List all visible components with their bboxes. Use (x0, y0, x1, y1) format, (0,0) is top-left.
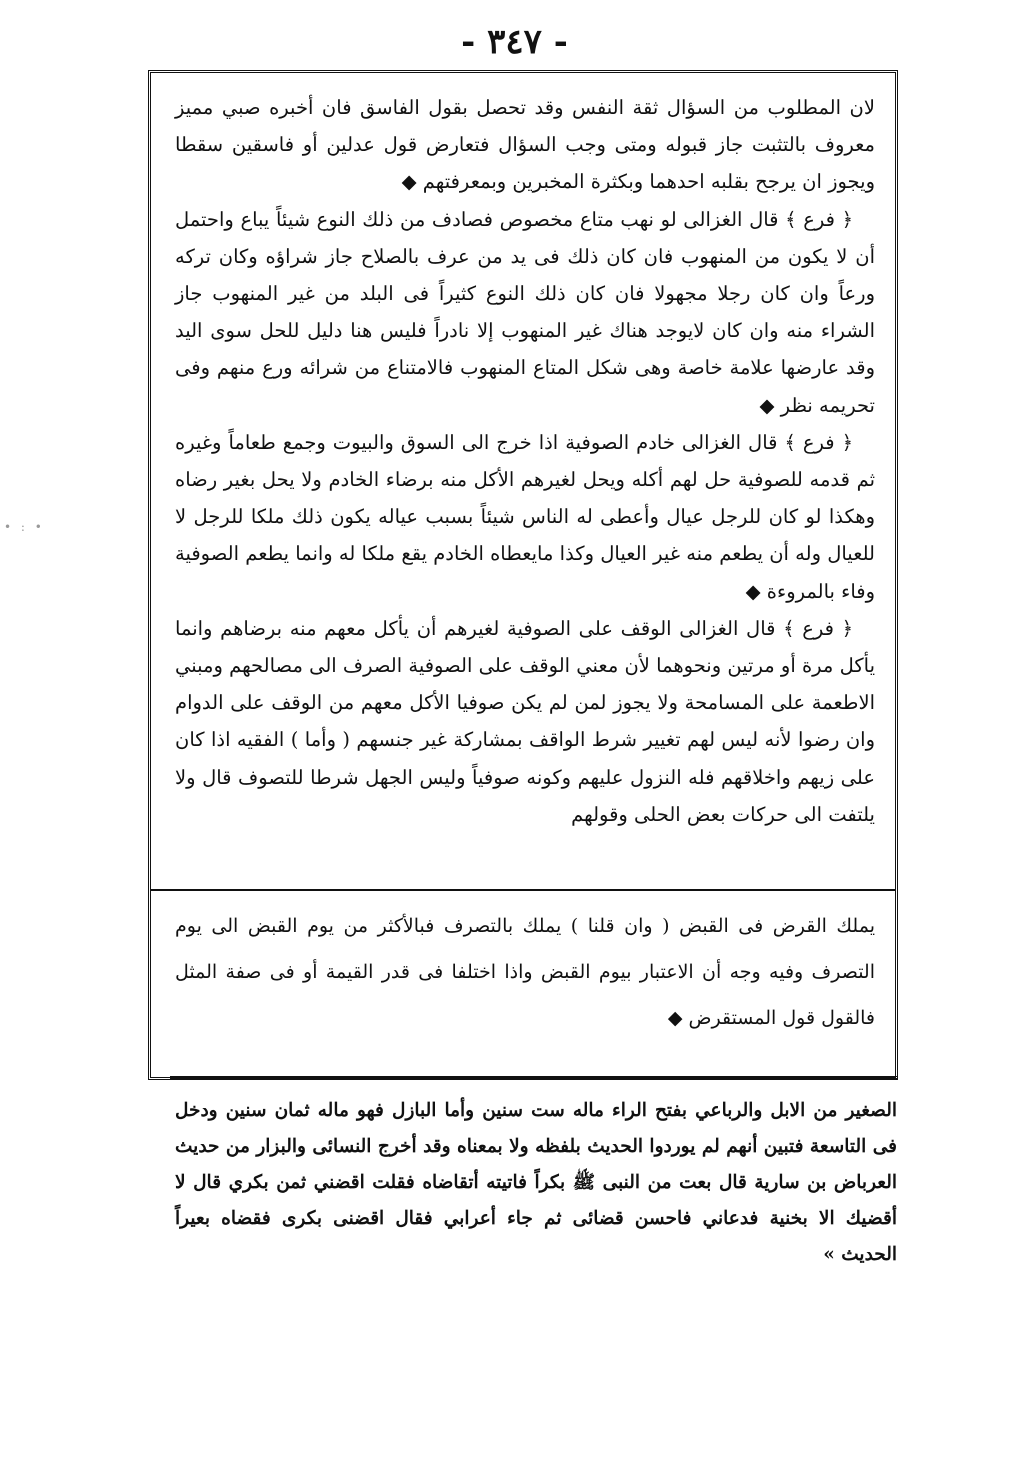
main-paragraph: لان المطلوب من السؤال ثقة النفس وقد تحصل بقول الفاسق فان أخبره صبي مميز معروف بالتثبت جاز قبوله ومتى وجب السؤال فتعارض قول عدلين أو فاسقين سقطا ويجوز ان يرجح بقلبه احدهما وبكثرة المخبرين وبمعرفتهم ◆ (175, 96, 875, 194)
edge-mark: • : • (4, 520, 45, 534)
main-text (175, 89, 875, 833)
margin-note (175, 903, 875, 1041)
margin-note-text: يملك القرض فى القبض ( وان قلنا ) يملك بالتصرف فبالأكثر من يوم القبض الى يوم التصرف وفيه وجه أن الاعتبار بيوم القبض واذا اختلفا فى قدر القيمة أو فى صفة المثل فالقول قول المستقرض ◆ (175, 915, 876, 1029)
footnote-divider (170, 1076, 898, 1079)
inner-divider (151, 889, 895, 891)
page-frame (148, 70, 898, 1080)
page-number: - ٣٤٧ - (461, 22, 568, 62)
main-paragraph: ﴿ فرع ﴾ قال الغزالى خادم الصوفية اذا خرج الى السوق والبيوت وجمع طعاماً وغيره ثم قدمه للصوفية حل لهم أكله ويحل لغيرهم الأكل منه برضاء الخادم ولا يحل بغير رضاه وهكذا لو كان للرجل عيال وأعطى له الناس شيئاً بسبب عياله يكون ذلك ملكا للرجل لا للعيال وله أن يطعم منه غير العيال وكذا مايعطاه الخادم يقع ملكا له وانما يطعم الصوفية وفاء بالمروءة ◆ (175, 430, 875, 603)
footnote (175, 1093, 897, 1273)
footnote-text: الصغير من الابل والرباعي بفتح الراء ماله ست سنين وأما البازل فهو ماله ثمان سنين ودخل فى التاسعة فتبين أنهم لم يوردوا الحديث بلفظه ولا بمعناه وقد أخرج النسائى والبزار من حديث العرباض بن سارية قال بعت من النبى ﷺ بكراً فاتيته أتقاضاه فقلت اقضني ثمن بكري قال لا أقضيك الا بخنية فدعاني فاحسن قضائى ثم جاء أعرابي فقال اقضنى بكرى فقضاه بعيراً الحديث » (175, 1100, 897, 1265)
main-paragraph: ﴿ فرع ﴾ قال الغزالى لو نهب متاع مخصوص فصادف من ذلك النوع شيئاً يباع واحتمل أن لا يكون من المنهوب فان كان ذلك فى يد من عرف بالصلاح جاز شراؤه وكان تركه ورعاً وان كان رجلا مجهولا فان كان ذلك النوع كثيراً فى البلد من غير المنهوب جاز الشراء منه وان كان لايوجد هناك غير المنهوب إلا نادراً فليس هنا دليل للحل سوى اليد وقد عارضها علامة خاصة وهى شكل المتاع المنهوب فالامتناع من شرائه ورع منهم وفى تحريمه نظر ◆ (175, 207, 875, 417)
main-paragraph: ﴿ فرع ﴾ قال الغزالى الوقف على الصوفية لغيرهم أن يأكل معهم منه برضاهم وانما يأكل مرة أو مرتين ونحوهما لأن معني الوقف على الصوفية الصرف الى مصالحهم ومبني الاطعمة على المسامحة ولا يجوز لمن لم يكن صوفيا الأكل معهم من الوقف على الدوام وان رضوا لأنه ليس لهم تغيير شرط الواقف بمشاركة غير جنسهم ( وأما ) الفقيه اذا كان على زيهم واخلاقهم فله النزول عليهم وكونه صوفياً وليس الجهل شرطا للتصوف قال ولا يلتفت الى حركات بعض الحلى وقولهم (175, 616, 875, 826)
